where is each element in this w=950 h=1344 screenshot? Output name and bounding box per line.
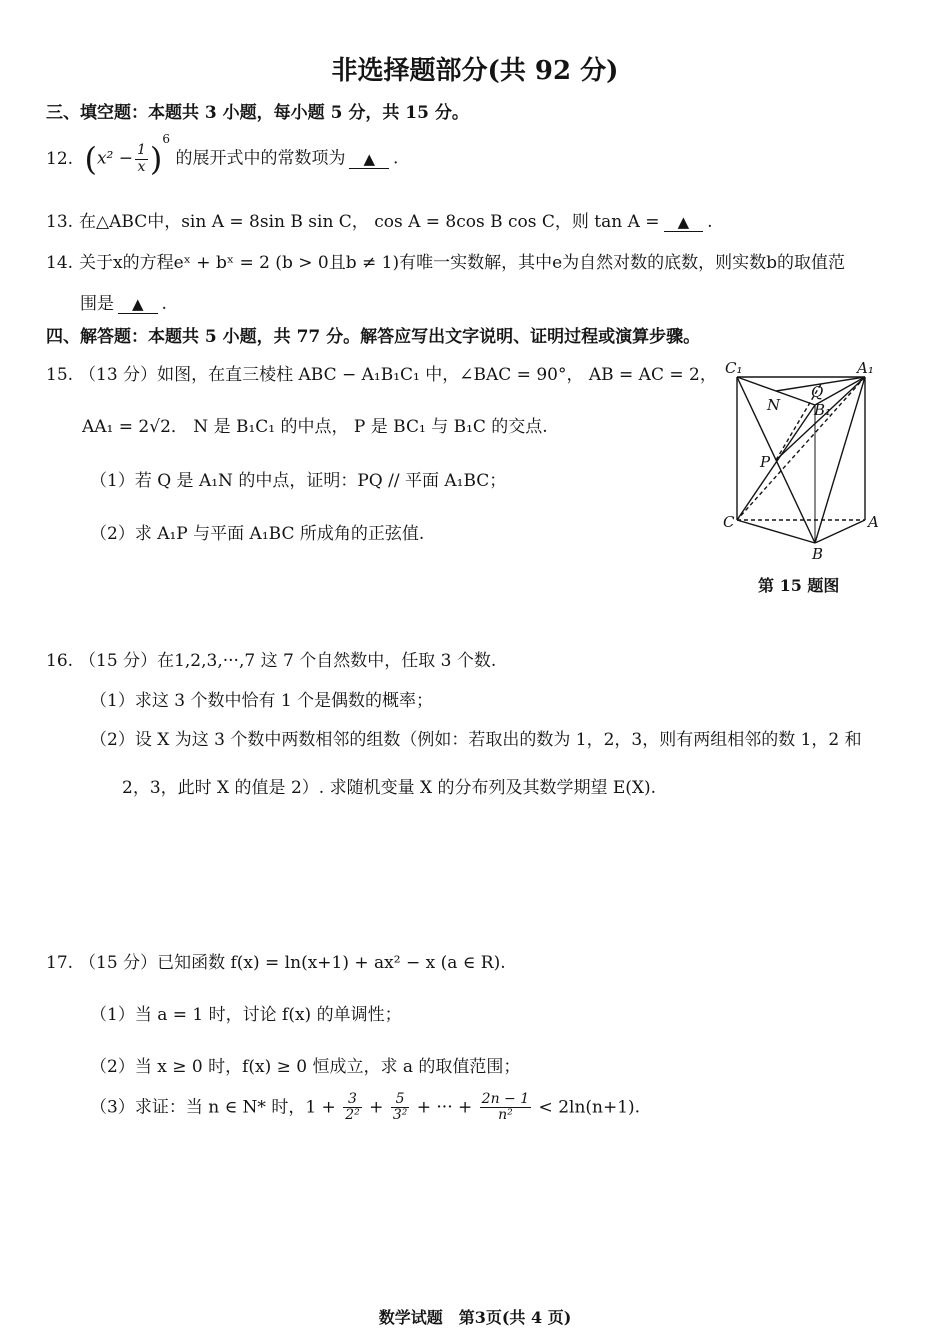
- right-paren: ): [149, 140, 163, 178]
- frac-numerator: 5: [391, 1092, 410, 1108]
- label-a1: A₁: [857, 359, 874, 377]
- q16-part1: （1）求这 3 个数中恰有 1 个是偶数的概率；: [90, 691, 434, 711]
- q17-part2: （2）当 x ≥ 0 时，f(x) ≥ 0 恒成立，求 a 的取值范围；: [90, 1057, 521, 1077]
- plus-sign: +: [369, 1097, 384, 1118]
- q17-part3-suffix: < 2ln(n+1).: [538, 1097, 641, 1118]
- frac-denominator: n²: [498, 1107, 513, 1124]
- frac-numerator: 2n − 1: [481, 1091, 530, 1107]
- question-number: 14.: [46, 253, 74, 273]
- answer-blank: ▲: [349, 150, 389, 169]
- page-title: 非选择题部分(共 92 分): [331, 56, 619, 86]
- q17-part3: [90, 1092, 640, 1124]
- q12-fraction: [135, 143, 148, 175]
- question-13: [46, 207, 713, 232]
- question-number: 12.: [46, 148, 74, 169]
- page-footer: 数学试题 第3页(共 4 页): [378, 1308, 572, 1327]
- q17-part1: （1）当 a = 1 时，讨论 f(x) 的单调性；: [90, 1005, 402, 1025]
- q16-part2b: 2，3，此时 X 的值是 2）. 求随机变量 X 的分布列及其数学期望 E(X).: [122, 778, 657, 798]
- figure-caption: 第 15 题图: [758, 576, 840, 595]
- frac-denominator: x: [137, 158, 146, 175]
- q12-text: 的展开式中的常数项为: [175, 148, 346, 169]
- q14-end: .: [161, 294, 167, 314]
- prism-figure: [715, 355, 885, 565]
- edge-b-a: [815, 520, 865, 543]
- q12-base: x² −: [96, 148, 133, 169]
- diag-c-b1: [737, 405, 815, 520]
- q13-end: .: [707, 212, 713, 232]
- edge-c-b: [737, 520, 815, 543]
- q14-line1: 关于x的方程eˣ + bˣ = 2 (b > 0且b ≠ 1)有唯一实数解，其中e为自然对数的底数，则实数b的取值范: [79, 253, 846, 273]
- label-a: A: [868, 513, 879, 531]
- question-16: [46, 646, 496, 671]
- frac-denominator: 3²: [392, 1107, 408, 1124]
- q12-exponent: 6: [162, 131, 171, 146]
- question-number: 13.: [46, 212, 74, 232]
- q12-end: .: [393, 148, 399, 169]
- q15-line1: （13 分）如图，在直三棱柱 ABC − A₁B₁C₁ 中，∠BAC = 90°， AB = AC = 2，: [79, 365, 717, 385]
- q15-part1: （1）若 Q 是 A₁N 的中点，证明：PQ // 平面 A₁BC；: [90, 471, 507, 491]
- q17-part3-prefix: （3）求证：当 n ∈ N* 时，1 +: [90, 1097, 336, 1118]
- label-n: N: [767, 396, 781, 414]
- label-q: Q: [811, 383, 824, 401]
- ellipsis-plus: + ··· +: [416, 1097, 473, 1118]
- question-number: 17.: [46, 953, 74, 973]
- question-14: [46, 248, 845, 273]
- term-fraction-n: [480, 1092, 531, 1124]
- q16-part2a: （2）设 X 为这 3 个数中两数相邻的组数（例如：若取出的数为 1，2，3，则有两组相邻的数 1，2 和: [90, 730, 862, 750]
- q16-line1: （15 分）在1,2,3,···,7 这 7 个自然数中，任取 3 个数.: [79, 651, 497, 671]
- q13-text: 在△ABC中，sin A = 8sin B sin C， cos A = 8cos B cos C，则 tan A =: [79, 212, 660, 232]
- question-17: [46, 948, 506, 973]
- answer-blank: ▲: [664, 213, 704, 232]
- section-heading-fill-in: 三、填空题：本题共 3 小题，每小题 5 分，共 15 分。: [46, 103, 469, 123]
- label-p: P: [760, 453, 771, 471]
- q15-line2: AA₁ = 2√2． N 是 B₁C₁ 的中点， P 是 BC₁ 与 B₁C 的交点.: [82, 417, 548, 437]
- q17-line1: （15 分）已知函数 f(x) = ln(x+1) + ax² − x (a ∈ R).: [79, 953, 506, 973]
- label-b: B: [812, 545, 824, 563]
- label-b1: B₁: [814, 401, 832, 419]
- frac-numerator: 1: [137, 142, 146, 159]
- diag-a1-c-dashed: [737, 377, 865, 520]
- question-number: 15.: [46, 365, 74, 385]
- term-fraction-2: [391, 1092, 410, 1124]
- answer-blank: ▲: [118, 295, 158, 314]
- label-c: C: [723, 513, 735, 531]
- question-15: [46, 360, 717, 385]
- frac-numerator: 3: [343, 1092, 362, 1108]
- q15-part2: （2）求 A₁P 与平面 A₁BC 所成角的正弦值.: [90, 524, 425, 544]
- term-fraction-1: [343, 1092, 362, 1124]
- frac-denominator: 2²: [345, 1107, 360, 1124]
- question-number: 16.: [46, 651, 74, 671]
- q14-line2-text: 围是: [80, 294, 114, 314]
- question-12: [46, 131, 399, 178]
- left-paren: (: [84, 140, 97, 178]
- section-heading-solutions: 四、解答题：本题共 5 小题，共 77 分。解答应写出文字说明、证明过程或演算步骤。: [46, 327, 701, 347]
- question-14-line2: [80, 289, 167, 314]
- label-c1: C₁: [725, 359, 743, 377]
